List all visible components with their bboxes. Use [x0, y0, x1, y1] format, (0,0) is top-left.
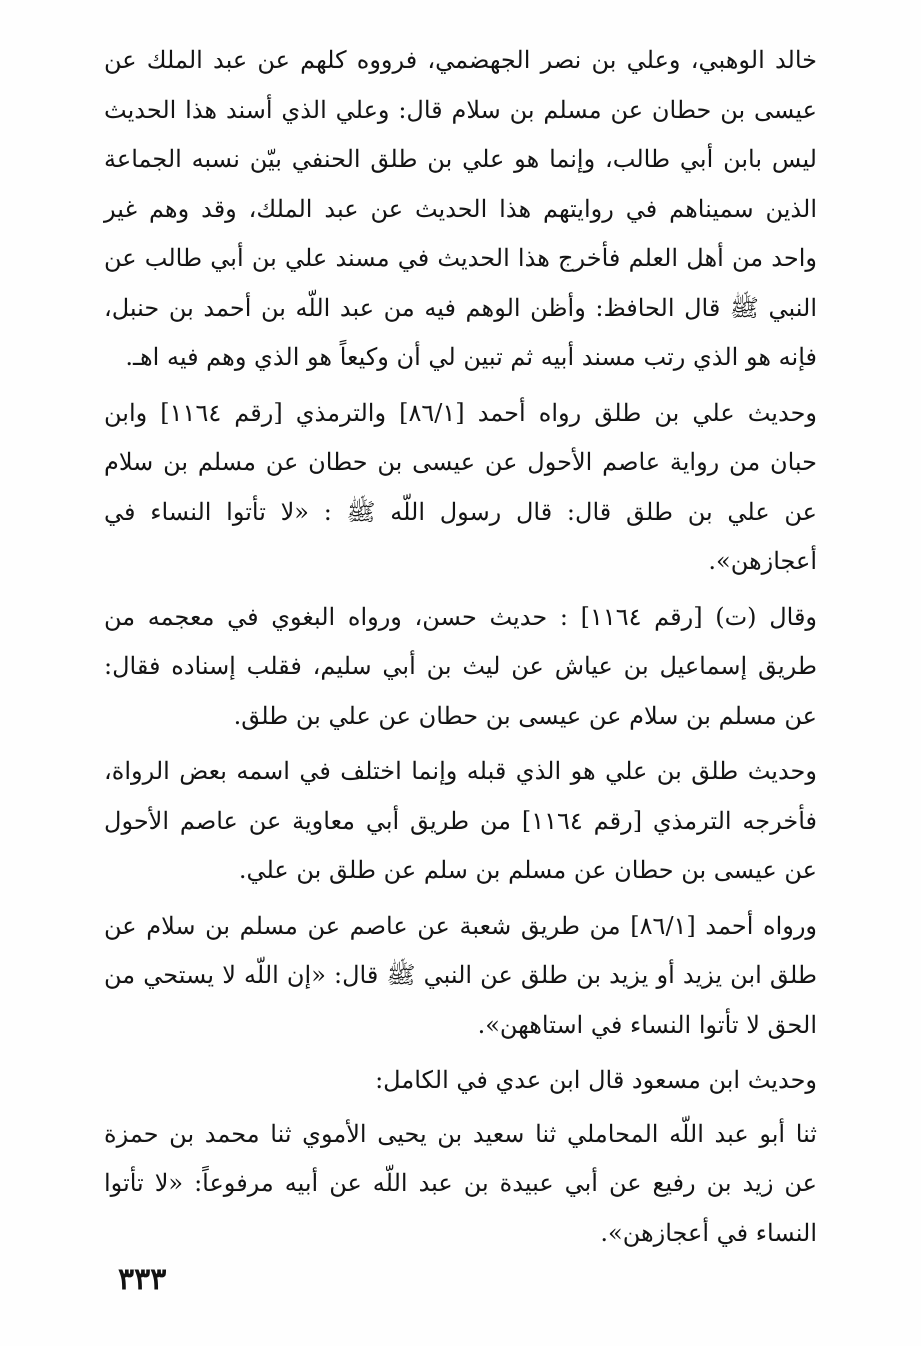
paragraph-wahm-note: خالد الوهبي، وعلي بن نصر الجهضمي، فرووه كلهم عن عبد الملك عن عيسى بن حطان عن مسلم بن سلام قال: وعلي الذي أسند هذا الحديث ليس بابن أبي طالب، وإنما هو علي بن طلق الحنفي بيّن نسبه الجماعة الذين سميناهم في روايتهم هذا الحديث عن عبد الملك، وقد وهم غير واحد من أهل العلم فأخرج هذا الحديث في مسند علي بن أبي طالب عن النبي ﷺ قال الحافظ: وأظن الوهم فيه من عبد اللّه بن أحمد بن حنبل، فإنه هو الذي رتب مسند أبيه ثم تبين لي أن وكيعاً هو الذي وهم فيه اهـ. [104, 46, 818, 371]
paragraph-tirmidhi-grading: وقال (ت) [رقم ١١٦٤] : حديث حسن، ورواه البغوي في معجمه من طريق إسماعيل بن عياش عن ليث بن أبي سليم، فقلب إسناده فقال: عن مسلم بن سلام عن عيسى بن حطان عن علي بن طلق. [104, 602, 818, 730]
paragraph-ibn-masud-heading: وحديث ابن مسعود قال ابن عدي في الكامل: [375, 1066, 817, 1094]
paragraph-ibn-adi-isnad: ثنا أبو عبد اللّه المحاملي ثنا سعيد بن يحيى الأموي ثنا محمد بن حمزة عن زيد بن رفيع عن أبي عبيدة بن عبد اللّه عن أبيه مرفوعاً: «لا تأتوا النساء في أعجازهن». [104, 1119, 817, 1247]
paragraph-ahmad-shuba: ورواه أحمد [٨٦/١] من طريق شعبة عن عاصم عن مسلم بن سلام عن طلق ابن يزيد أو يزيد بن طلق عن النبي ﷺ قال: «إن اللّه لا يستحي من الحق لا تأتوا النساء في استاههن». [104, 911, 818, 1039]
page-number: ٣٣٣ [118, 1262, 167, 1297]
paragraph-ali-bin-talq: وحديث علي بن طلق رواه أحمد [٨٦/١] والترمذي [رقم ١١٦٤] وابن حبان من رواية عاصم الأحول عن عيسى بن حطان عن مسلم بن سلام عن علي بن طلق قال: قال رسول اللّه ﷺ : «لا تأتوا النساء في أعجازهن». [104, 398, 818, 575]
paragraph-talq-bin-ali: وحديث طلق بن علي هو الذي قبله وإنما اختلف في اسمه بعض الرواة، فأخرجه الترمذي [رقم ١١٦٤] من طريق أبي معاوية عن عاصم الأحول عن عيسى بن حطان عن مسلم بن سلم عن طلق بن علي. [104, 757, 817, 884]
body-text [104, 36, 817, 1264]
